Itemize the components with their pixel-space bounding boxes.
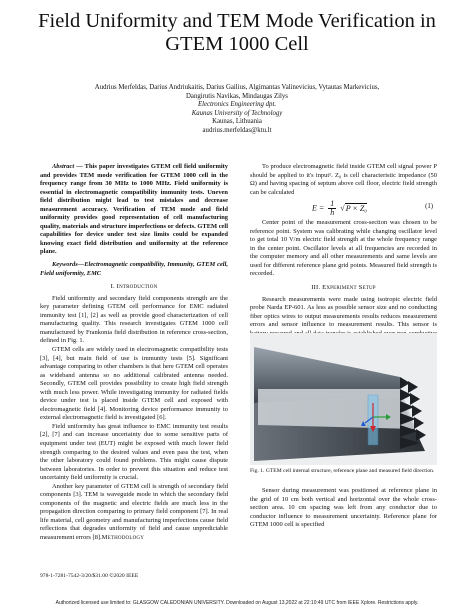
paper-title	[20, 10, 454, 56]
sqrt-symbol: √	[340, 203, 345, 213]
left-column	[40, 163, 228, 543]
affiliation-city: Kaunas, Lithuania	[212, 118, 262, 126]
equation-numerator: 1	[330, 199, 335, 209]
equation-body	[312, 200, 367, 217]
figure-gtem-cell	[250, 333, 437, 465]
equation-radicand: P × Z₀	[345, 203, 368, 213]
abstract-label: Abstract	[52, 163, 75, 170]
equation-1	[250, 197, 437, 219]
keywords-label: Keywords	[52, 261, 78, 269]
setup-paragraph-1: Research measurements were made using isotropic electric field probe Narda EP-601. As less as possible sensor size and no conducting fiber optics wires to output measurements results reduces measurement errors and sensor influence to measurement results. This sensor is	[250, 295, 437, 329]
intro-paragraph-4	[40, 483, 228, 543]
methodology-heading: Methodology	[101, 534, 145, 542]
abstract	[40, 163, 228, 257]
intro-paragraph-2: GTEM cells are widely used in electromagnetic compatibility tests [3], [4], but main field of use is immunity tests [5]. Significant advantage comparing to other chambers is that here GTEM cell operates as wideband antenna so no additional calibrated antenna needed. Secondly, GTEM cell provides possibility to create high field strength with much less power. While investigating immunity for radiated fields device under test is placed inside GTEM cell and exposed with electromagnetic field [4]. Monitoring device performance immunity to external electromagnetic field is investigated [6].	[40, 345, 228, 422]
equation-denominator: h	[330, 208, 335, 218]
title-line-2: GTEM 1000 Cell	[165, 33, 309, 55]
method-paragraph-1: To produce electromagnetic field inside GTEM cell signal power P should be applied to it's input¹. Z₀ is cell characteristic impedance (50 Ω) and having spacing of septum above cell floor, electric field strength can be calculated	[250, 163, 437, 196]
title-line-1: Field Uniformity and TEM Mode Verification in	[38, 10, 436, 32]
authors-line-1: Audrius Merfeldas, Darius Andriukaitis, Darius Gailius, Algimantas Valinevicius, Vytautas Markevicius,	[94, 84, 380, 91]
keywords	[40, 261, 228, 278]
abstract-text: — This paper investigates GTEM cell field uniformity and provides TEM mode verification for GTEM 1000 cell in the frequency range from 30 MHz to 1000 MHz. Field uniformity is essential in electromagnetic compatibility immunity tests. Uneven field distribution might lead to test mistakes and decrease measurement accuracy. Verification of TEM mode and field uniformity provides good representation of cell manufacturing quality, materials and structure imperfections or defects. GTEM cell capabilities for device under test size limits could be expanded knowing exact field distribution and uniformity at the reference plane.	[40, 163, 228, 256]
figure-caption: Fig. 1. GTEM cell internal structure, reference plane and measured field direction.	[250, 468, 435, 474]
equation-lhs: E =	[312, 203, 325, 213]
setup-paragraph-2: Sensor during measurement was positioned at reference plane in the grid of 10 cm both vertical and horizontal over the whole cross-section area. 10 cm spacing was left from any conductor due to conductor influence to measurement uncertainty. Reference plane for GTEM 1000 cell is specified	[250, 487, 437, 529]
intro-paragraph-3: Field uniformity has great influence to EMC immunity test results [2], [7] and can increase uncertainty due to some sensitive parts of equipment under test (EUT) might be exposed with much lower field strength comparing to the desired values and even pass the test, when the other laboratory could found problems. This might cause dispute between laboratories. In order to prevent this situation and reduce test uncertainty field uniformity is crucial.	[40, 422, 228, 482]
equation-number: (1)	[425, 203, 433, 211]
section-heading-introduction: I. Introduction	[110, 283, 158, 291]
copyright-footer: 978-1-7281-7542-3/20/$31.00 ©2020 IEEE	[40, 573, 139, 579]
keywords-text: —Electromagnetic compatibility, Immunity, GTEM cell, Field uniformity, EMC	[40, 261, 228, 277]
equation-fraction	[328, 200, 336, 217]
method-paragraph-2: Center point of the measurement cross-section was chosen to be reference point. System was calibrating while changing oscillator level to get total 10 V/m electric field strength at the whole frequency range in the center point. Oscillator levels at all frequencies are recorded in the computer memory and all other measurements and same levels are used for different reference plane grid points. Measured field strength is recorded.	[250, 219, 437, 278]
intro-paragraph-4-text: Another key parameter of GTEM cell is strength of secondary field components [3]. TEM is waveguide mode in which the secondary field components of the magnetic and electric fields are much less in the propagation direction comparing to primary field component [7]. In real life material, cell geometry and manufacturing imperfections cause field reflections that degrades uniformity of field and cause unpredictable measurement errors [8].	[40, 482, 228, 542]
intro-paragraph-1: Field uniformity and secondary field components strength are the key parameter defining GTEM cell performance for EMC radiated immunity test [1], [2] as well as provide good characterization of cell manufacturing quality. This research investigates GTEM 1000 cell manufactured by Frankonia field distribution in reference cross-section, defined in Fig. 1.	[40, 294, 228, 345]
author-email: audrius.merfeldas@ktu.lt	[202, 126, 272, 134]
affiliation-department: Electronics Engineering dpt.	[197, 101, 277, 109]
license-notice: Authorized licensed use limited to: GLASGOW CALEDONIAN UNIVERSITY. Downloaded on August 13,2022 at 22:10:49 UTC from IEEE Xplore. Restrictions apply.	[55, 600, 419, 606]
affiliation-university: Kaunas University of Technology	[191, 109, 283, 117]
right-column-top	[250, 163, 437, 347]
author-block	[20, 84, 454, 136]
septum	[258, 389, 416, 429]
section-heading-experiment-setup: III. Experiment Setup	[311, 284, 376, 292]
gtem-cell-illustration	[250, 333, 437, 465]
authors-line-2: Dangirutis Navikas, Mindaugas Zilys	[186, 92, 288, 100]
right-column-bottom	[250, 487, 437, 530]
